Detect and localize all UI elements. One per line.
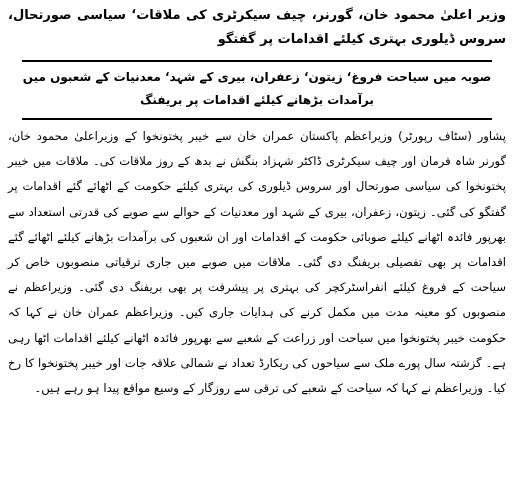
divider: [22, 60, 492, 62]
article-body: پشاور (سٹاف رپورٹر) وزیراعظم پاکستان عمران خان سے خیبر پختونخوا کے وزیراعلیٰ محمود خان، گورنر شاہ فرمان اور چیف سیکرٹری ڈاکٹر شہزاد بنگش نے بدھ کے روز ملاقات کی۔ ملاقات میں خیبر پختونخوا کی سیاسی صورتحال اور سروس ڈیلوری کی بہتری کیلئے حکومت کے اٹھائے گئے اقدامات پر گفتگو کی گئی۔ زیتون، زعفران، بیری کے شہد اور معدنیات کے حوالے سے صوبے کی قدرتی استعداد سے بھرپور فائدہ اٹھانے کیلئے صوبائی حکومت کے اقدامات اور ان شعبوں کی برآمدات بڑھانے کیلئے اٹھائے گئے اقدامات پر بھی تفصیلی بریفنگ دی گئی۔ ملاقات میں صوبے میں جاری ترقیاتی منصوبوں خاص کر سیاحت کے فروغ کیلئے انفراسٹرکچر کی بہتری پر پیشرفت پر بھی بریفنگ دی گئی۔ وزیراعظم نے منصوبوں کو معینہ مدت میں مکمل کرنے کی ہدایات جاری کیں۔ وزیراعظم عمران خان نے کہا کہ حکومت خیبر پختونخوا میں سیاحت اور زراعت کے شعبے سے بھرپور فائدہ اٹھانے کیلئے اقدامات اٹھا رہی ہے۔ گزشتہ سال پورے ملک سے سیاحوں کی ریکارڈ تعداد نے شمالی علاقہ جات اور خیبر پختونخوا کا رخ کیا۔ وزیراعظم نے کہا کہ سیاحت کے شعبے کی ترقی سے روزگار کے وسیع مواقع پیدا ہو رہے ہیں۔: [8, 129, 506, 396]
divider: [22, 118, 492, 120]
subheadline: صوبہ میں سیاحت فروغ‘ زیتون‘ زعفران، بیری کے شہد‘ معدنیات کے شعبوں میں برآمدات بڑھانے کیلئے اقدامات پر بریفنگ: [22, 70, 492, 107]
headline: وزیر اعلیٰ محمود خان، گورنر، چیف سیکرٹری کی ملاقات‘ سیاسی صورتحال، سروس ڈیلوری بہتری کیلئے اقدامات پر گفتگو: [8, 8, 506, 47]
